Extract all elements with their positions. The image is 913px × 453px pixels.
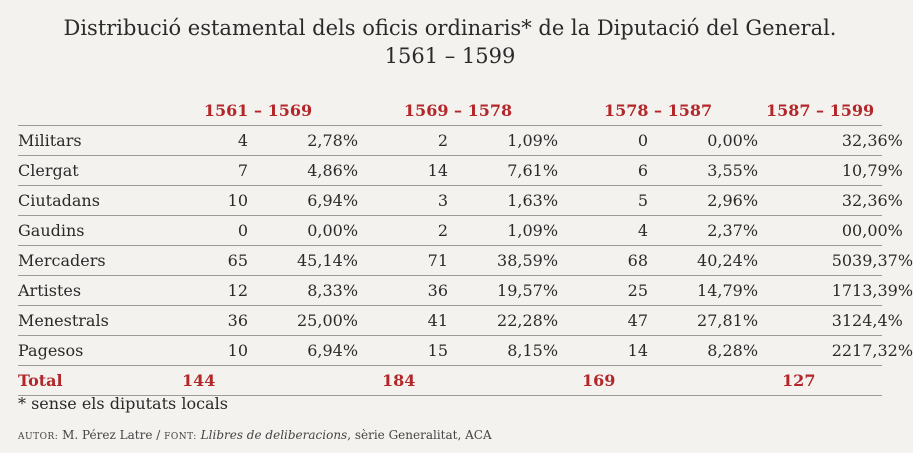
percent-cell: 0,00% xyxy=(648,126,758,156)
credit-separator: / xyxy=(156,428,161,442)
percent-cell: 0,00% xyxy=(248,216,358,246)
percent-cell: 8,15% xyxy=(448,336,558,366)
percent-cell: 2,36% xyxy=(852,126,882,156)
count-cell: 71 xyxy=(358,246,448,276)
percent-cell: 24,4% xyxy=(852,306,882,336)
count-cell: 2 xyxy=(358,216,448,246)
percent-cell: 17,32% xyxy=(852,336,882,366)
percent-cell: 0,79% xyxy=(852,156,882,186)
table-body xyxy=(18,126,913,396)
table-row xyxy=(18,186,882,216)
percent-cell: 45,14% xyxy=(248,246,358,276)
table-row xyxy=(18,216,882,246)
total-row xyxy=(18,366,882,396)
period-header-row xyxy=(18,96,882,126)
count-cell: 47 xyxy=(558,306,648,336)
author-name: M. Pérez Latre xyxy=(62,428,153,442)
table-row xyxy=(18,336,882,366)
count-cell: 7 xyxy=(158,156,248,186)
count-cell: 2 xyxy=(358,126,448,156)
table-row xyxy=(18,246,882,276)
count-cell: 68 xyxy=(558,246,648,276)
count-cell: 31 xyxy=(758,306,852,336)
count-cell: 17 xyxy=(758,276,852,306)
row-label: Pagesos xyxy=(18,336,158,366)
distribution-table xyxy=(18,96,913,396)
count-cell: 0 xyxy=(758,216,852,246)
percent-cell: 2,78% xyxy=(248,126,358,156)
count-cell: 10 xyxy=(158,186,248,216)
count-cell: 22 xyxy=(758,336,852,366)
count-cell: 36 xyxy=(158,306,248,336)
row-label: Militars xyxy=(18,126,158,156)
row-label: Artistes xyxy=(18,276,158,306)
title-line-1: Distribució estamental dels oficis ordinaris* de la Diputació del General. xyxy=(63,16,837,40)
percent-cell: 4,86% xyxy=(248,156,358,186)
percent-cell: 1,63% xyxy=(448,186,558,216)
percent-cell: 38,59% xyxy=(448,246,558,276)
count-cell: 65 xyxy=(158,246,248,276)
percent-cell: 2,37% xyxy=(648,216,758,246)
row-label: Gaudins xyxy=(18,216,158,246)
percent-cell: 13,39% xyxy=(852,276,882,306)
count-cell: 36 xyxy=(358,276,448,306)
period-header: 1561 – 1569 xyxy=(203,101,313,120)
percent-cell: 14,79% xyxy=(648,276,758,306)
total-value: 169 xyxy=(558,366,758,396)
period-header: 1569 – 1578 xyxy=(403,101,513,120)
percent-cell: 2,36% xyxy=(852,186,882,216)
count-cell: 5 xyxy=(558,186,648,216)
percent-cell: 8,28% xyxy=(648,336,758,366)
row-label: Clergat xyxy=(18,156,158,186)
percent-cell: 3,55% xyxy=(648,156,758,186)
count-cell: 3 xyxy=(758,126,852,156)
document-title xyxy=(0,14,900,70)
percent-cell: 25,00% xyxy=(248,306,358,336)
count-cell: 41 xyxy=(358,306,448,336)
count-cell: 50 xyxy=(758,246,852,276)
table-row xyxy=(18,306,882,336)
header-empty xyxy=(18,96,158,126)
period-header: 1587 – 1599 xyxy=(765,101,875,120)
percent-cell: 6,94% xyxy=(248,336,358,366)
percent-cell: 7,61% xyxy=(448,156,558,186)
row-label: Mercaders xyxy=(18,246,158,276)
row-label: Menestrals xyxy=(18,306,158,336)
count-cell: 14 xyxy=(358,156,448,186)
count-cell: 10 xyxy=(158,336,248,366)
percent-cell: 40,24% xyxy=(648,246,758,276)
percent-cell: 0,00% xyxy=(852,216,882,246)
table-row xyxy=(18,126,882,156)
count-cell: 14 xyxy=(558,336,648,366)
percent-cell: 27,81% xyxy=(648,306,758,336)
source-credit xyxy=(18,428,492,442)
title-line-2: 1561 – 1599 xyxy=(384,44,516,68)
count-cell: 25 xyxy=(558,276,648,306)
percent-cell: 1,09% xyxy=(448,216,558,246)
count-cell: 0 xyxy=(558,126,648,156)
count-cell: 12 xyxy=(158,276,248,306)
source-label: FONT: xyxy=(164,432,197,442)
percent-cell: 6,94% xyxy=(248,186,358,216)
percent-cell: 39,37% xyxy=(852,246,882,276)
source-work: Llibres de deliberacions xyxy=(200,428,348,442)
row-label: Ciutadans xyxy=(18,186,158,216)
footnote: * sense els diputats locals xyxy=(18,394,228,413)
total-label: Total xyxy=(18,366,158,396)
table-row xyxy=(18,276,882,306)
count-cell: 1 xyxy=(758,156,852,186)
percent-cell: 1,09% xyxy=(448,126,558,156)
source-rest: , sèrie Generalitat, ACA xyxy=(347,428,492,442)
total-value: 144 xyxy=(158,366,358,396)
percent-cell: 2,96% xyxy=(648,186,758,216)
count-cell: 3 xyxy=(358,186,448,216)
count-cell: 3 xyxy=(758,186,852,216)
percent-cell: 22,28% xyxy=(448,306,558,336)
count-cell: 6 xyxy=(558,156,648,186)
author-label: AUTOR: xyxy=(18,432,59,442)
count-cell: 0 xyxy=(158,216,248,246)
period-header: 1578 – 1587 xyxy=(603,101,713,120)
percent-cell: 8,33% xyxy=(248,276,358,306)
table-row xyxy=(18,156,882,186)
count-cell: 15 xyxy=(358,336,448,366)
count-cell: 4 xyxy=(158,126,248,156)
total-value: 127 xyxy=(758,366,882,396)
count-cell: 4 xyxy=(558,216,648,246)
total-value: 184 xyxy=(358,366,558,396)
percent-cell: 19,57% xyxy=(448,276,558,306)
